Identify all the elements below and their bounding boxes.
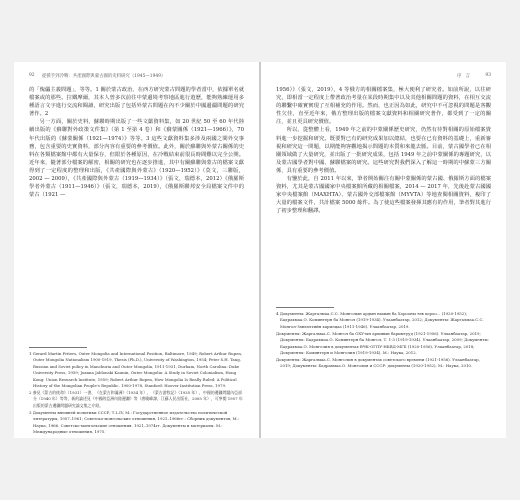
paragraph: 的「傀儡主義問題」，等等。1 關於蒙古政治、在西方研究蒙古問題的學者當中，依據單名就檔案或的那些。拉鐵摩爾，其本人曾多次前往中蒙邊境考察地區進行遊歷，能夠熟練運用多種語言文字進行交流和閱讀，研究出版了包括外蒙古問題在內不少關於中國邊疆問題的研究著作。2 — [29, 87, 244, 118]
right-page — [261, 62, 506, 438]
footnote-rule — [276, 307, 334, 308]
footnote: Документы: Жаргалмаа.С. Монгол ба ОХУ-ын архивын баримтууд (1921-1956). Улаанбаатар, 2019; Документы: Бадрахмаа.О. Коминтерн ба Монгол, Т. 1-3 (1919-1934). Улаанбаатар, 2009; Документы: Бадрахмаа.О. Монголия в документах ВЧК-ОГПУ-НКВД-МГБ (1920-1956), Улаанбаатар, 2018; Документы: Коминтерн и Монголия (1919-1934), М.: Наука, 2012. — [276, 330, 489, 356]
running-header: 序 言 — [456, 74, 470, 79]
footnotes — [276, 311, 491, 370]
footnotes — [29, 351, 244, 436]
body-text — [276, 86, 491, 216]
footnote: Документы: Жаргалмаа.С. Монголия в документах советского времени (1921-1956). Улаанбаатар, 2019; Документы: Бадрахмаа.О. Монголия и СССР: документы (1920-1952), М.: Наука, 2010. — [276, 357, 480, 369]
body-text — [29, 86, 244, 199]
footnote: 4 Документы: Жаргалмаа.С.С. Монголын ардын намын ба Хорооны төв хороо... (1920-1952); Бадрахмаа.О. Коминтерн ба Монгол (1919-1934). Улаанбаатар, 2012; Документы: Жаргалмаа.С.С. Монгол-Зөвлөлтийн харилцаа (1911-1946). Улаанбаатар, 2019. — [276, 311, 484, 329]
footnote: 3 Документы внешней политики СССР, Т.I–IV, М.: Государственное издательство политической литературы, 1957–1961; Советско-монгольские отношения, 1921–1966гг.: Сборник документов, М.: Наука, 1966. Советско-монгольские отношения. 1921–1974гг. Документы и материалы. М.: Международные отношения, 1975. — [29, 409, 240, 435]
footnote-rule — [29, 347, 87, 348]
page-number: 92 — [29, 73, 35, 78]
page-number: 93 — [485, 73, 491, 78]
running-header: 從援手到冷戰：共產國際與蒙古國的史料研究（1945—1949） — [42, 74, 166, 79]
left-page — [14, 62, 259, 438]
footnote: 1 Gerard Martin Friters, Outer Mongolia and International Position, Baltimore, 1949; Robert Arthur Rupen, Outer Mongolia Nationalism 1900-1919, Thesis (Ph.D.), University of Washington, 1954; Peter S.H. Tang, Russian and Soviet policy in Manchuria and Outer Mongolia, 1911-1931, Durham, North Carolina: Duke University Press, 1959; Joanna Jablonski Kaunin, Outer Mongolia: A Study in Soviet Colonialism, Hong Kong: Union Research Institute, 1959; Robert Arthur Rupen, How Mongolia Is Really Ruled: A Political History of the Mongolian People's Republic, 1900-1978, Stanford: Hoover Institution Press, 1979. — [29, 351, 243, 389]
paragraph: 1956）》（張文，2019），4 等俄方的相關檔案集，極大便利了研究者。如前所說，以往研究，即相當一定程度上帶著政治考量在某段時期集中以及其他相關問題的資料，在相互交流的聯繫中確實實現了互相補充的作用。然而，也正因為如此，研究中不可忽視的問題是客觀性欠佳，直至近年來，俄方整理出版的檔案文獻資料和相關研究著作，都受到了一定的關注，並且更具研究價值。 — [276, 87, 491, 126]
paragraph: 有鑒於此，自 2011 年以來，筆者開始關注有關中蒙關係的蒙古國、俄羅斯方面的檔案資料，尤其是蒙古國國家中央檔案館所藏的相關檔案，2014 — 2017 年，先後赴蒙古國國家中央檔案館（MAXHTA）、蒙古國外交部檔案館（MYVTA）等地查閱相關資料，複印了大量的檔案文件，共計檔案 5000 餘件。為了使這些檔案發揮其應有的作用，筆者對其進行了初步整理和翻譯。 — [276, 176, 491, 215]
footnote: 2 参見《蒙古的使命》（1931）一書、《在蒙古和滿洲》（1934 年），《蒙古游牧記》（1935 年），中國的邊疆問題內亞部分（1940 年）等等，新的論述見《中國的亞洲內陸邊疆》等（唐曉峰譯，江蘇人民出版社，2005 年），可參閱 1957 年出版的蒙古邊疆問題研究論文集之介紹。 — [29, 390, 243, 408]
paragraph: 另一方面，關於史料，蘇聯時期出版了一些文獻資料集，如 20 世紀 50 至 60 年代陸續出版的《蘇聯對外政策文件集》（第 1 至第 4 卷）和《蘇蒙關係（1921—1966）》，70 年代出版的《蘇蒙關係（1921—1974）》等等。3 這些文獻資料集多涉及兩國之間外交事務，包含重要的史實資料，部分內容有重要的參考價值。此外，關於蘇聯與外蒙古關係的史料在各類檔案館中都有大量保存，但限於各種原因，在冷戰結束前很長時間難以完全公開。近年來，隨著部分檔案的解密，相關的研究也在逐步推進，其中有關蘇聯與蒙古的檔案文獻得到了一定程度的整理和出版，《共產國際與外蒙古》（1920—1952）》（莫文，三聯版，2002 — 2009），《共產國際與外蒙古（1919—1934）》（張文，瑞德本，2012）《俄羅斯學者外蒙古（1911—1946）》（張文，瑞德本，2019），《俄羅斯聯邦安全局檔案文件中的蒙古（1921 — — [29, 119, 244, 199]
paragraph: 所以，從整體上看，1949 年之前的中蒙關係歷史研究，仍然有待對相關的原始檔案資料進一步挖掘和研究。既要對已有的研究成果加以總結，也要在已有資料的基礎上，重新審視和研究這一問題，以期能夠客觀地揭示問題的本質和來龍去脈。目前，蒙古國學者已在相關領域做了大量研究，並出版了一批研究成果，包括 1949 年之前中蒙關係的專題研究，以及蒙古國學者對中國、蘇聯檔案的研究。這些研究對我們深入了解這一時期的中蘇蒙三方關係，具有重要的參考價值。 — [276, 127, 491, 174]
